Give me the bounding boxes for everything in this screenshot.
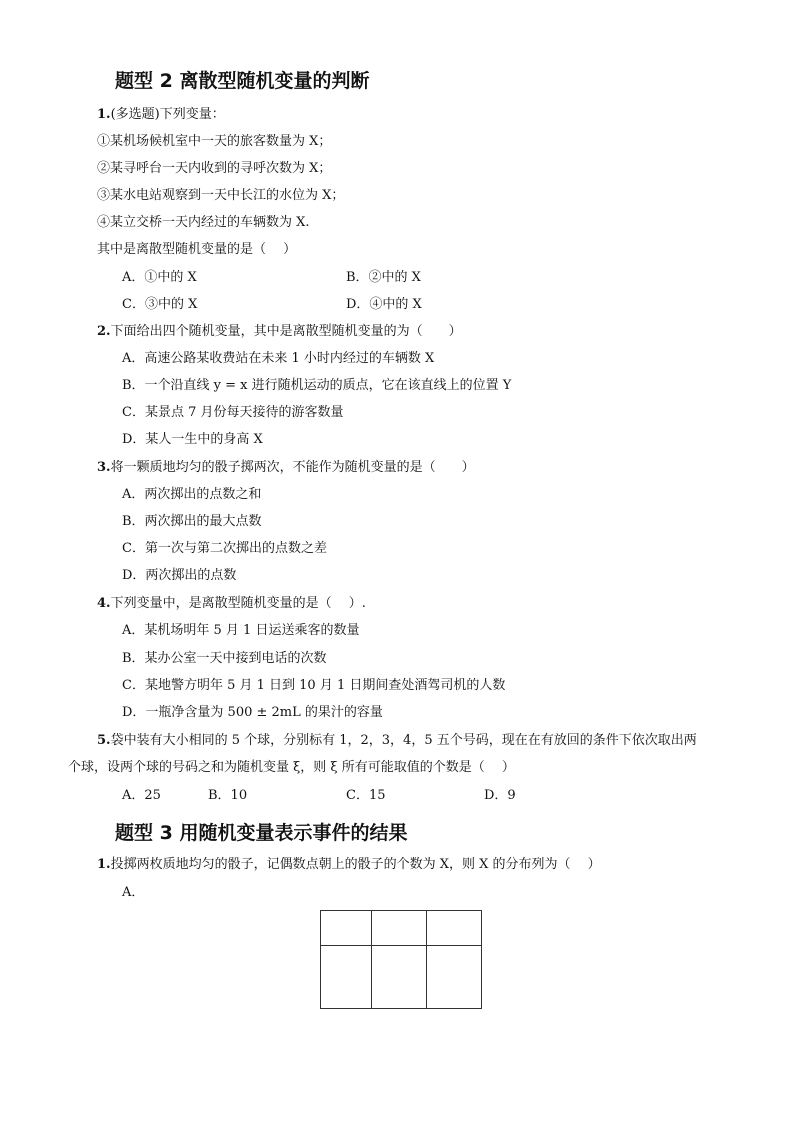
option-d: D．④中的 X [346,297,422,312]
table-cell [427,946,482,1009]
option-b: B．两次掷出的最大点数 [122,514,262,529]
option-c: C．某景点 7 月份每天接待的游客数量 [122,405,344,420]
question-stem: 袋中装有大小相同的 5 个球，分别标有 1，2，3，4，5 五个号码，现在在有放回的条件下依次取出两 [110,733,697,748]
question-number: 4. [97,596,111,611]
option-a: A． [122,885,145,900]
question-stem-continued: 个球，设两个球的号码之和为随机变量 ξ，则 ξ 所有可能取值的个数是（ ） [68,760,515,775]
question-stem: 下面给出四个随机变量，其中是离散型随机变量的为（ ） [110,324,462,339]
option-a: A．某机场明年 5 月 1 日运送乘客的数量 [122,623,360,638]
option-c: C．第一次与第二次掷出的点数之差 [122,541,327,556]
option-b: B．②中的 X [346,270,421,285]
option-a: A．25 [122,788,161,803]
option-b: B．某办公室一天中接到电话的次数 [122,651,327,666]
table-cell [372,946,427,1009]
option-b: B．一个沿直线 y = x 进行随机运动的质点，它在该直线上的位置 Y [122,378,512,393]
table-cell [321,911,372,946]
question-2 [97,323,462,341]
table-row [321,911,482,946]
option-a: A．高速公路某收费站在未来 1 小时内经过的车辆数 X [122,351,435,366]
option-a: A．①中的 X [122,270,197,285]
option-c: C．15 [346,788,386,803]
question-number: 1. [97,107,111,122]
question-number: 3. [97,460,111,475]
option-c: C．某地警方明年 5 月 1 日到 10 月 1 日期间查处酒驾司机的人数 [122,678,506,693]
question-number: 5. [97,733,111,748]
question-stem: 下列变量： [159,107,225,122]
question-1 [97,106,225,124]
distribution-table [320,910,482,1009]
question-4 [97,595,366,613]
option-d: D．两次掷出的点数 [122,568,237,583]
question-item: ④某立交桥一天内经过的车辆数为 X. [97,215,310,230]
question-3 [97,459,475,477]
option-a: A．两次掷出的点数之和 [122,487,262,502]
option-b: B．10 [208,788,248,803]
question-stem: 投掷两枚质地均匀的骰子，记偶数点朝上的骰子的个数为 X，则 X 的分布列为（ ） [110,857,601,872]
option-d: D．一瓶净含量为 500 ± 2mL 的果汁的容量 [122,705,383,720]
question-1 [97,856,601,874]
question-stem: 将一颗质地均匀的骰子掷两次，不能作为随机变量的是（ ） [110,460,475,475]
option-d: D．某人一生中的身高 X [122,432,263,447]
question-item: ②某寻呼台一天内收到的寻呼次数为 X； [97,161,332,176]
question-item: ①某机场候机室中一天的旅客数量为 X； [97,134,332,149]
option-d: D．9 [484,788,516,803]
table-cell [427,911,482,946]
question-item: ③某水电站观察到一天中长江的水位为 X； [97,188,345,203]
table-row [321,946,482,1009]
section-title: 题型 3 用随机变量表示事件的结果 [115,822,408,844]
table-cell [321,946,372,1009]
question-ask: 其中是离散型随机变量的是（ ） [97,242,297,257]
option-c: C．③中的 X [122,297,198,312]
question-tag: (多选题) [110,107,160,122]
question-number: 1. [97,857,111,872]
question-number: 2. [97,324,111,339]
question-5 [97,732,697,750]
section-title: 题型 2 离散型随机变量的判断 [115,70,370,92]
table-cell [372,911,427,946]
question-stem: 下列变量中，是离散型随机变量的是（ ）. [110,596,366,611]
